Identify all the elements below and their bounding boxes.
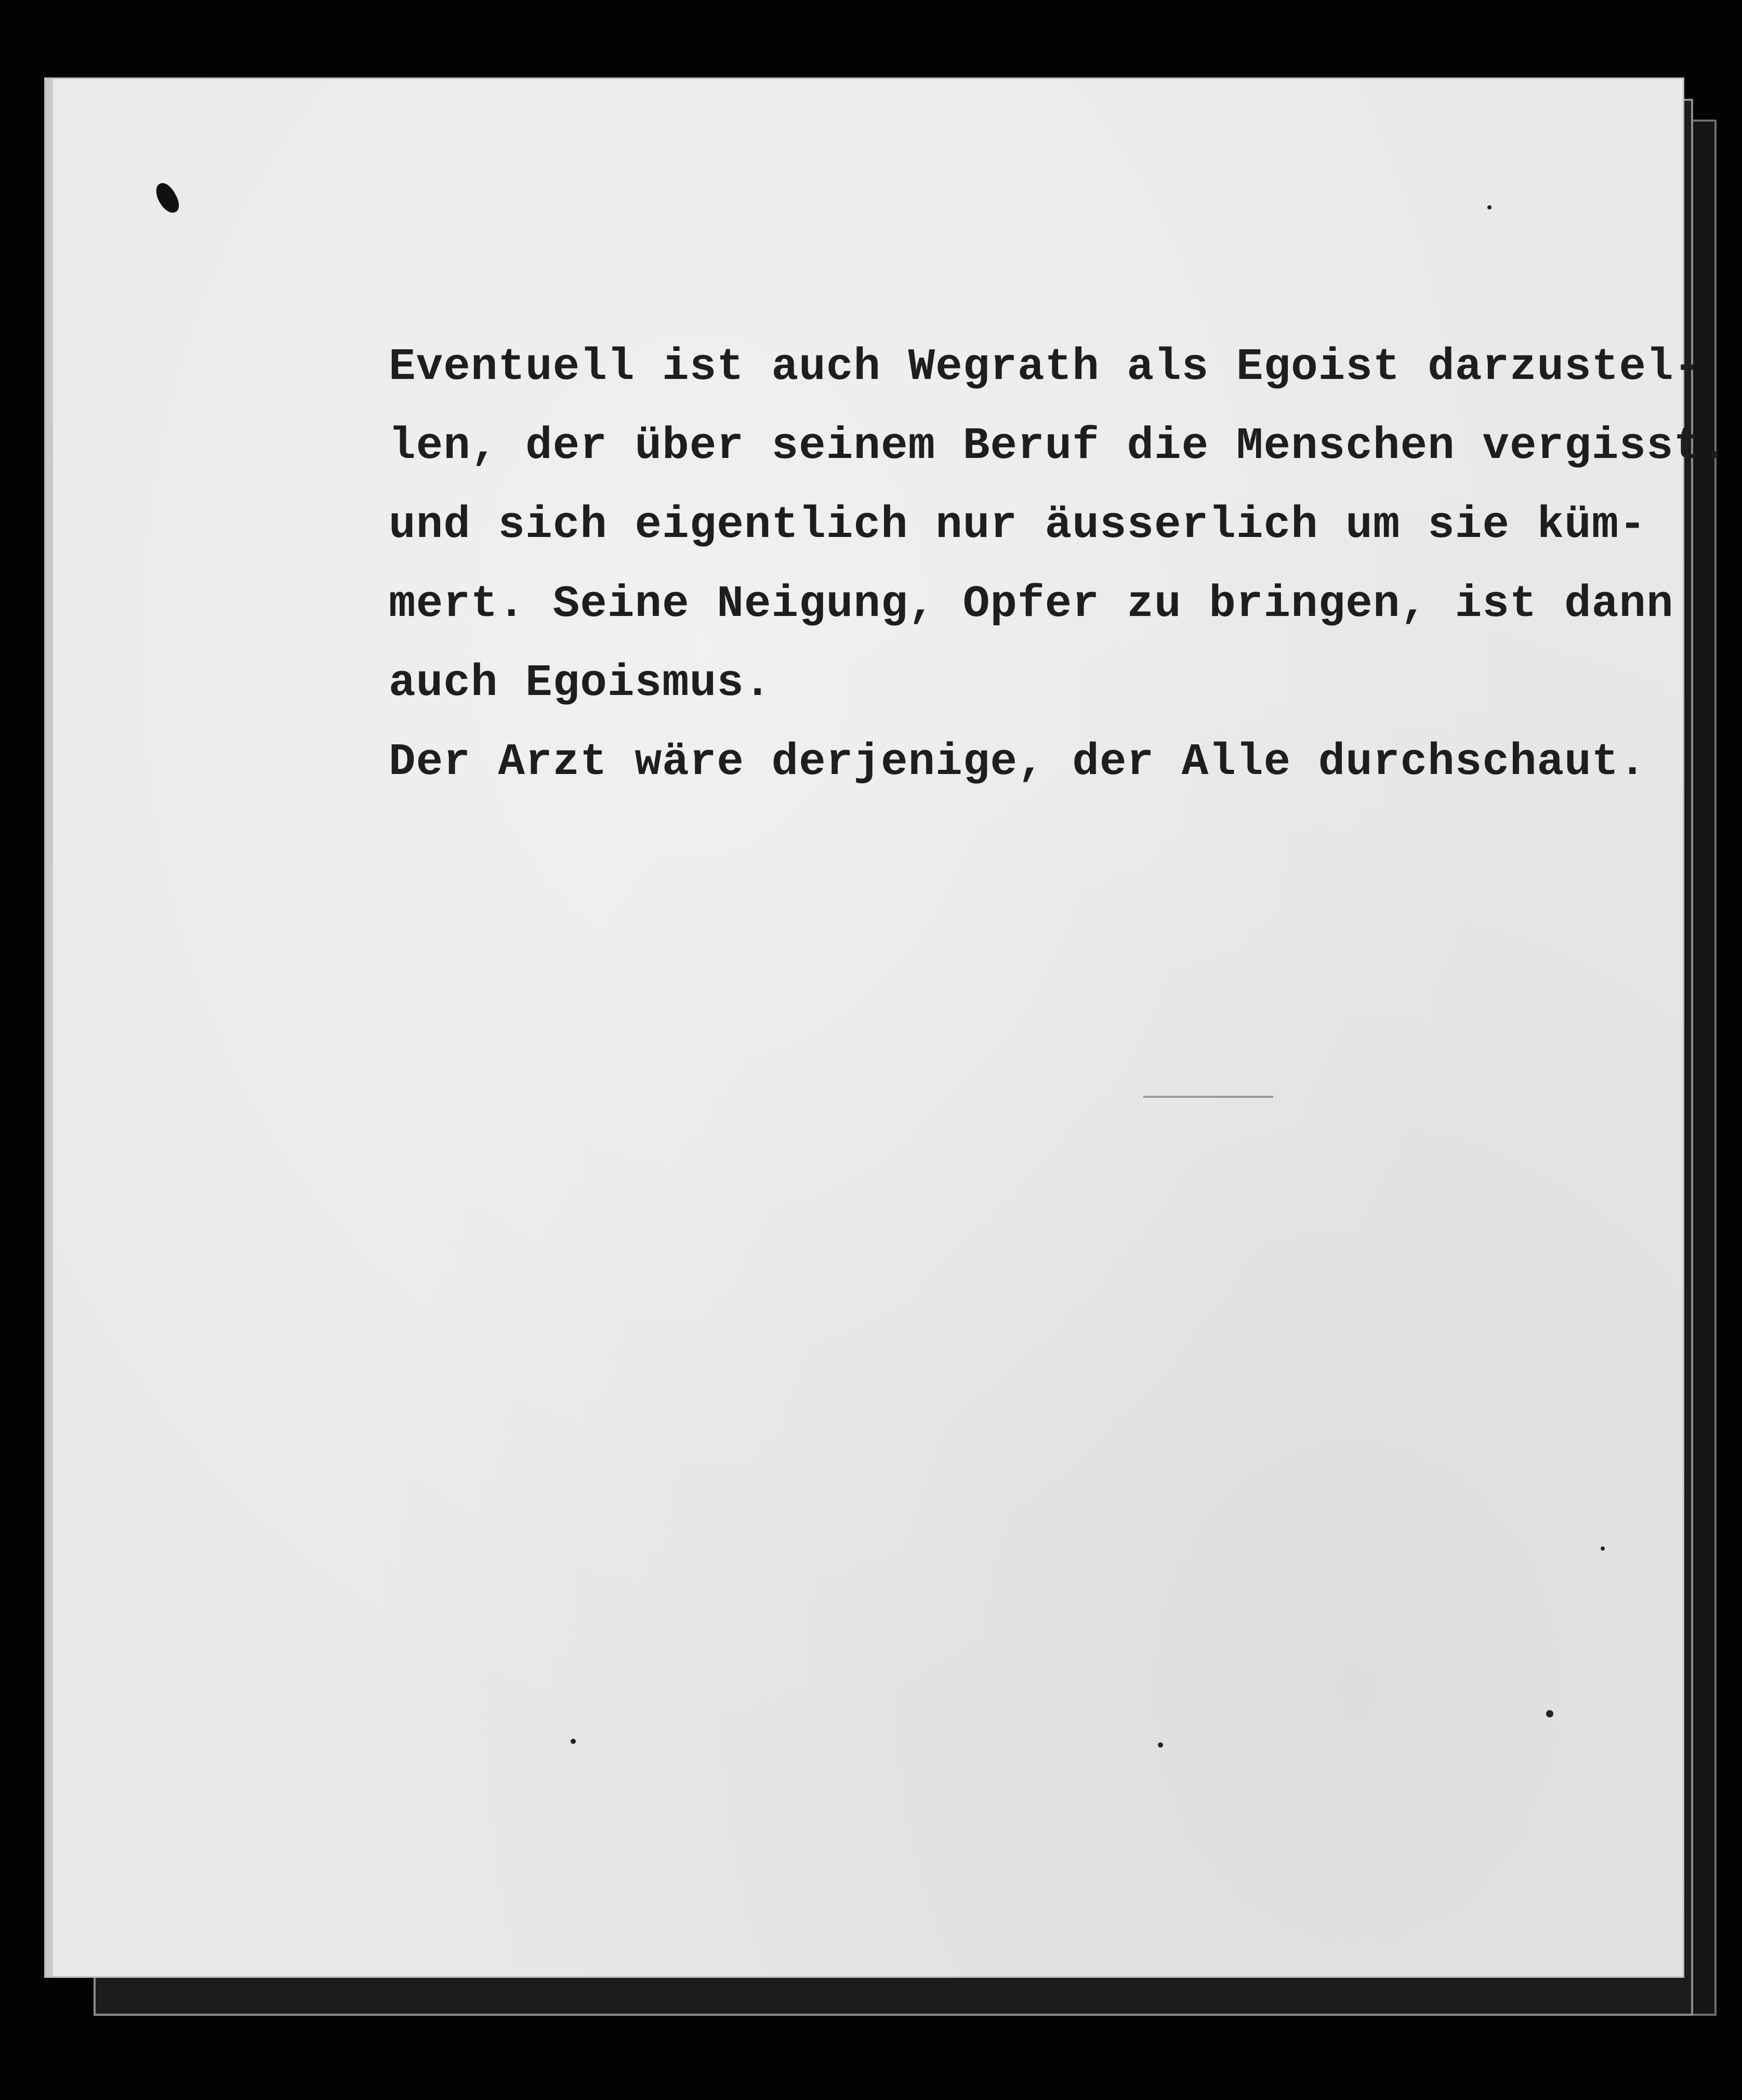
- dust-speck: [1546, 1710, 1553, 1717]
- dust-speck: [1601, 1546, 1605, 1551]
- text-line: Eventuell ist auch Wegrath als Egoist darzustel-: [389, 342, 1701, 392]
- stray-mark: [1143, 1096, 1273, 1098]
- dust-speck: [571, 1739, 576, 1744]
- dust-speck: [1487, 205, 1492, 209]
- text-line: und sich eigentlich nur äusserlich um sie küm-: [389, 500, 1646, 550]
- text-line: mert. Seine Neigung, Opfer zu bringen, ist dann: [389, 579, 1674, 629]
- typewritten-text-block: [389, 327, 1728, 802]
- text-line: auch Egoismus.: [389, 658, 772, 708]
- dust-speck: [1158, 1742, 1163, 1748]
- text-line: len, der über seinem Beruf die Menschen vergisst.: [389, 421, 1728, 471]
- text-line: Der Arzt wäre derjenige, der Alle durchschaut.: [389, 737, 1646, 788]
- page-edge: [46, 79, 53, 1976]
